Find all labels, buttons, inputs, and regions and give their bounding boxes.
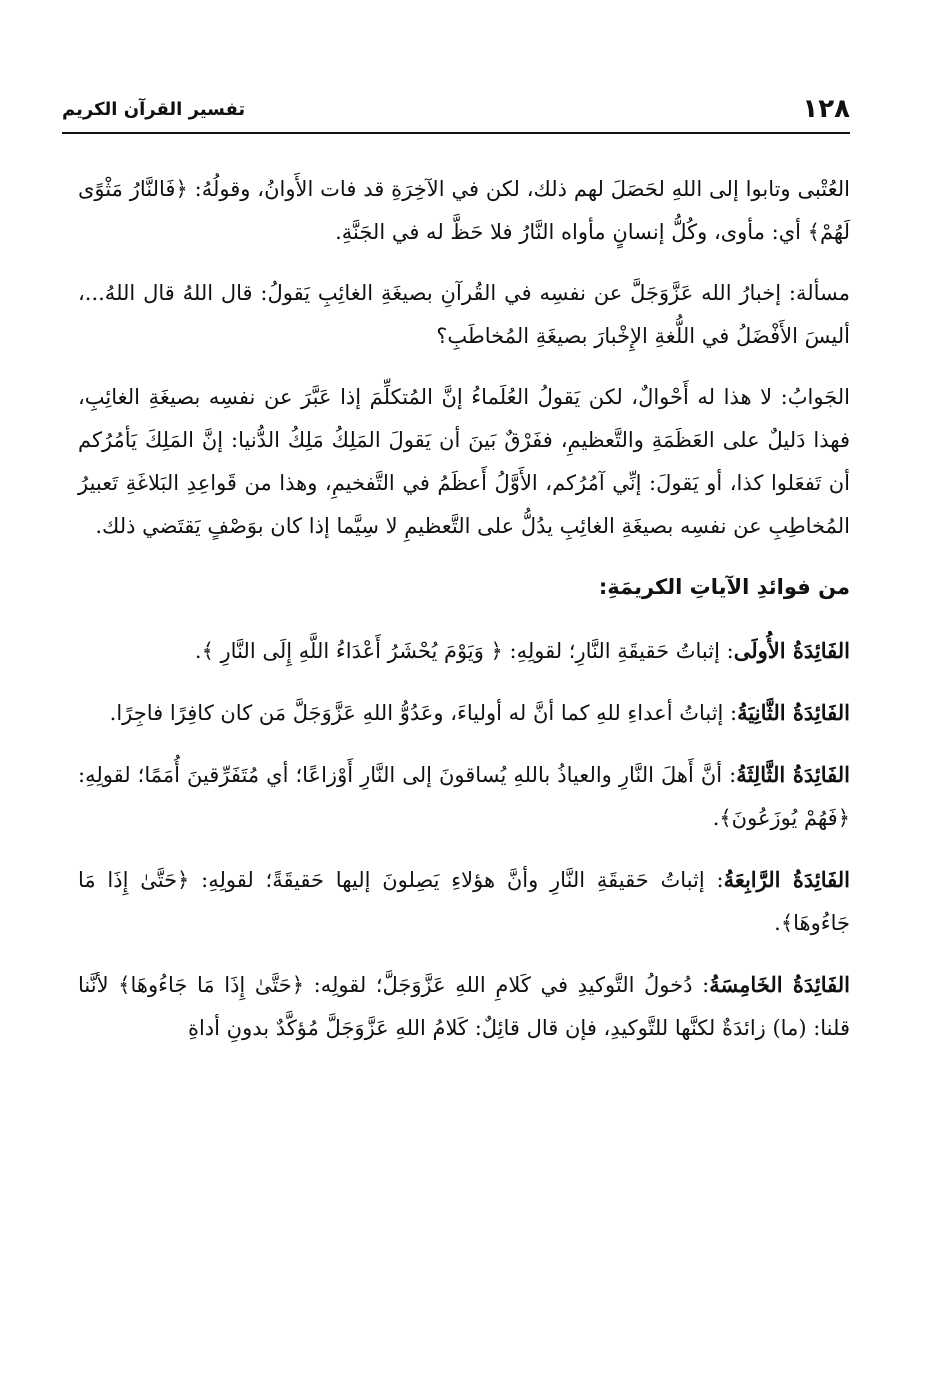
body-text (78, 168, 850, 1068)
page-number: ١٢٨ (802, 94, 850, 124)
paragraph-answer (78, 376, 850, 548)
benefit-label: الفَائِدَةُ الثَّالِثَةُ (736, 762, 850, 787)
benefit-label: الفَائِدَةُ الثَّانِيَةُ (737, 700, 850, 725)
benefit-label: الفَائِدَةُ الخَامِسَةُ (709, 972, 850, 997)
running-title: تفسير القرآن الكريم (62, 99, 246, 120)
paragraph-text: الجَوابُ: لا هذا له أَحْوالٌ، لكن يَقولُ العُلَماءُ إنَّ المُتكلِّمَ إذا عَبَّرَ عن نفسِه بصيغَةِ الغائِبِ، فهذا دَليلٌ على العَظَمَةِ والتَّعظيمِ، ففَرْقٌ بَينَ أن يَقولَ المَلِكُ مَلِكُ الدُّنيا: إنَّ المَلِكَ يَأمُرُكم أن تَفعَلوا كذا، أو يَقولَ: إنِّي آمُرُكم، الأَوَّلُ أَعظَمُ في التَّفخيمِ، وهذا من قَواعِدِ البَلاغَةِ تَعبيرُ المُخاطِبِ عن نفسِه بصيغَةِ الغائِبِ يدُلُّ على التَّعظيمِ لا سِيَّما إذا كان بوَصْفٍ يَقتَضي ذلك. (78, 385, 850, 538)
benefit-text: : أنَّ أَهلَ النَّارِ والعياذُ باللهِ يُساقونَ إلى النَّارِ أَوْزاعًا؛ أي مُتَفَرِّقينَ أُمَمًا؛ لقولِهِ: ﴿فَهُمْ يُوزَعُونَ﴾. (78, 763, 850, 830)
section-heading: من فوائدِ الآياتِ الكريمَةِ: (598, 575, 850, 599)
paragraph-intro (78, 168, 850, 254)
benefit-text: : إثباتُ حَقيقَةِ النَّارِ؛ لقولِهِ: ﴿ وَيَوْمَ يُحْشَرُ أَعْدَاءُ اللَّهِ إِلَى النَّارِ ﴾. (194, 639, 734, 663)
paragraph-text: مسألة: إخبارُ الله عَزَّوَجَلَّ عن نفسِه في القُرآنِ بصيغَةِ الغائِبِ يَقولُ: قال اللهُ قال اللهُ...، أليسَ الأَفْضَلُ في اللُّغةِ الإِخْبارَ بصيغَةِ المُخاطَبِ؟ (78, 281, 850, 348)
benefit-text: : إثباتُ حَقيقَةِ النَّارِ وأنَّ هؤلاءِ يَصِلونَ إليها حَقيقَةً؛ لقولِهِ: ﴿حَتَّىٰ إِذَا مَا جَاءُوهَا﴾. (78, 868, 850, 935)
page-header (62, 92, 850, 134)
benefit-label: الفَائِدَةُ الرَّابِعَةُ (723, 867, 850, 892)
benefit-3 (78, 753, 850, 840)
benefit-2 (78, 691, 850, 735)
paragraph-question (78, 272, 850, 358)
benefit-text: : إثباتُ أعداءِ للهِ كما أنَّ له أولياءَ، وعَدُوُّ اللهِ عَزَّوَجَلَّ مَن كان كافِرًا فاجِرًا. (109, 701, 738, 725)
benefit-5 (78, 963, 850, 1050)
benefit-4 (78, 858, 850, 945)
benefit-label: الفَائِدَةُ الأُولَى (733, 638, 850, 663)
paragraph-text: العُتْبى وتابوا إلى اللهِ لحَصَلَ لهم ذلك، لكن في الآخِرَةِ قد فات الأَوانُ، وقولُهُ: ﴿فَالنَّارُ مَثْوًى لَهُمْ﴾ أي: مأوى، وكُلُّ إنسانٍ مأواه النَّارُ فلا حَظَّ له في الجَنَّةِ. (78, 177, 850, 244)
benefit-text: : دُخولُ التَّوكيدِ في كَلامِ اللهِ عَزَّوَجَلَّ؛ لقولِه: ﴿حَتَّىٰ إِذَا مَا جَاءُوهَا﴾ لأنَّنا قلنا: (ما) زائدَةٌ لكنَّها للتَّوكيدِ، فإن قال قائِلٌ: كَلامُ اللهِ عَزَّوَجَلَّ مُؤكَّدٌ بدونِ أداةِ (78, 973, 850, 1040)
benefit-1 (78, 629, 850, 673)
